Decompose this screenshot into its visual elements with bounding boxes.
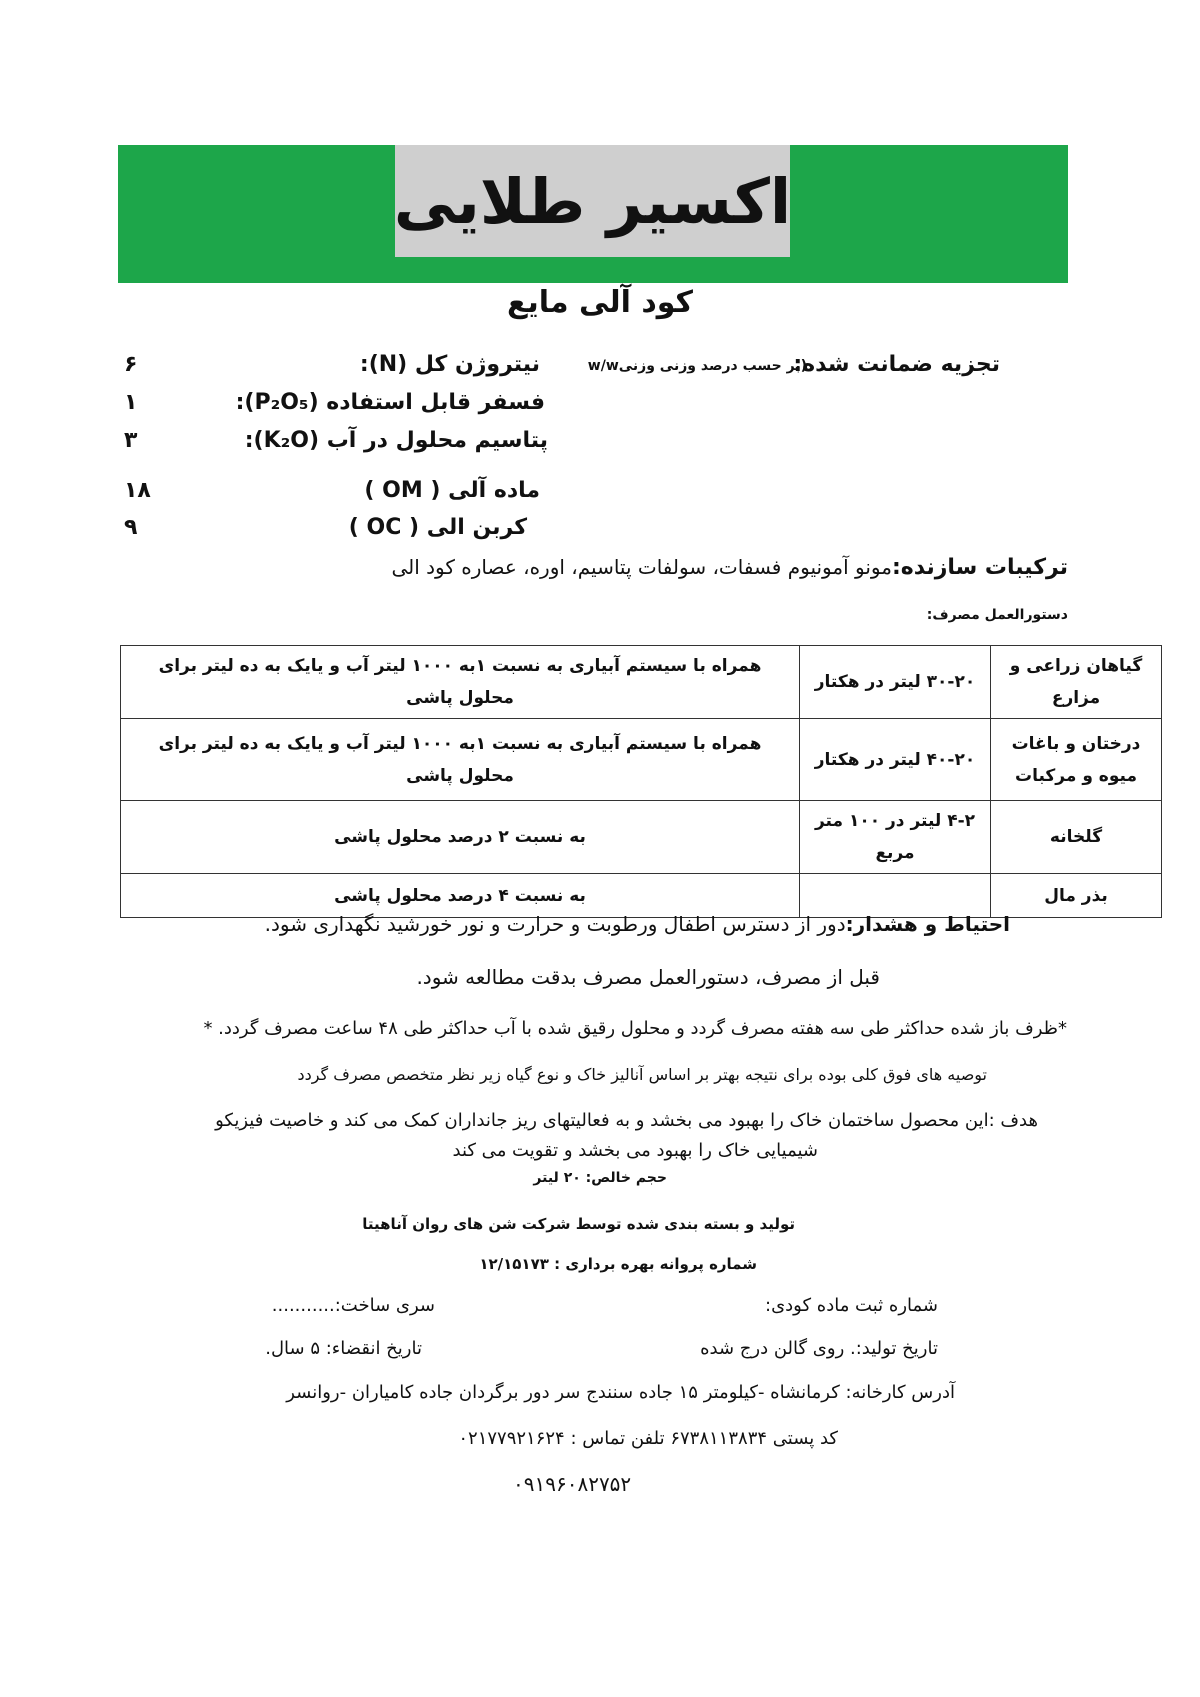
warning-line [265,912,1010,936]
production-date: تاریخ تولید:. روی گالن درج شده [700,1338,938,1359]
usage-crop: بذر مال [991,874,1162,918]
usage-heading: دستورالعمل مصرف: [926,607,1068,623]
mobile-number: ۰۹۱۹۶۰۸۲۷۵۲ [513,1472,632,1496]
usage-crop: گلخانه [991,801,1162,874]
opened-container-note: *ظرف باز شده حداکثر طی سه هفته مصرف گردد و محلول رقیق شده با آب حداکثر طی ۴۸ ساعت مصرف گردد. * [203,1018,1067,1039]
analysis-item-value: ۶ [124,352,138,377]
warning-text: دور از دسترس اطفال ورطوبت و حرارت و نور خورشید نگهداری شود. [264,912,846,936]
analysis-item-label: ماده آلی ( OM ) [364,478,540,503]
goal-line-2: شیمیایی خاک را بهبود می بخشد و تقویت می کند [452,1140,818,1161]
net-volume: حجم خالص: ۲۰ لیتر [533,1170,667,1186]
recommendation-note: توصیه های فوق کلی بوده برای نتیجه بهتر بر اساس آنالیز خاک و نوع گیاه زیر نظر متخصص مصرف گردد [297,1065,987,1084]
warning-label: احتیاط و هشدار: [845,912,1010,936]
batch-number: سری ساخت:........... [271,1295,435,1316]
product-type: کود آلی مایع [506,285,694,320]
producer-line: تولید و بسته بندی شده توسط شرکت شن های روان آناهیتا [362,1215,795,1233]
usage-crop: درختان و باغات میوه و مرکبات [991,719,1162,801]
analysis-item-label: نیتروژن کل (N): [359,352,540,377]
usage-method: همراه با سیستم آبیاری به نسبت ۱به ۱۰۰۰ لیتر آب و یایک به ده لیتر برای محلول پاشی [121,646,800,719]
analysis-item-label: فسفر قابل استفاده (P₂O₅): [235,390,545,415]
factory-address: آدرس کارخانه: کرمانشاه -کیلومتر ۱۵ جاده سنندج سر دور برگردان جاده کامیاران -روانسر [286,1382,955,1403]
usage-dose: ۴-۲ لیتر در ۱۰۰ متر مربع [800,801,991,874]
postal-and-phone: کد پستی ۶۷۳۸۱۱۳۸۳۴ تلفن تماس : ۰۲۱۷۷۹۲۱۶۲۴ [458,1428,838,1449]
usage-method: به نسبت ۲ درصد محلول پاشی [121,801,800,874]
table-row [121,874,1162,918]
analysis-item-label: پتاسیم محلول در آب (K₂O): [244,428,548,453]
brand-box [395,145,790,257]
registration-number: شماره ثبت ماده کودی: [765,1295,938,1316]
usage-crop: گیاهان زراعی و مزارع [991,646,1162,719]
usage-method: به نسبت ۴ درصد محلول پاشی [121,874,800,918]
table-row [121,719,1162,801]
goal-line-1: هدف :این محصول ساختمان خاک را بهبود می بخشد و به فعالیتهای ریز جانداران کمک می کند و خاصیت فیزیکو [215,1110,1038,1131]
ingredients-label: ترکیبات سازنده: [891,555,1068,580]
table-row [121,646,1162,719]
ingredients-text: مونو آمونیوم فسفات، سولفات پتاسیم، اوره، عصاره کود الی [391,555,892,579]
table-row [121,801,1162,874]
analysis-item-label: کربن الی ( OC ) [348,515,527,540]
usage-table [120,645,1162,918]
usage-method: همراه با سیستم آبیاری به نسبت ۱به ۱۰۰۰ لیتر آب و یایک به ده لیتر برای محلول پاشی [121,719,800,801]
analysis-basis: (بر حسب درصد وزنی وزنیw/w [587,358,807,374]
analysis-heading: تجزیه ضمانت شده: [793,352,1000,377]
usage-dose: ۴۰-۲۰ لیتر در هکتار [800,719,991,801]
ingredients-line [391,555,1068,580]
usage-dose [800,874,991,918]
expiry-date: تاریخ انقضاء: ۵ سال. [265,1338,422,1359]
read-first-note: قبل از مصرف، دستورالعمل مصرف بدقت مطالعه شود. [416,965,880,989]
analysis-item-value: ۳ [124,428,138,453]
analysis-item-value: ۱ [124,390,138,415]
license-number: شماره پروانه بهره برداری : ۱۲/۱۵۱۷۳ [479,1255,757,1273]
usage-dose: ۳۰-۲۰ لیتر در هکتار [800,646,991,719]
analysis-item-value: ۹ [124,515,138,540]
analysis-item-value: ۱۸ [124,478,151,503]
brand-name: اکسیر طلایی [393,164,792,238]
